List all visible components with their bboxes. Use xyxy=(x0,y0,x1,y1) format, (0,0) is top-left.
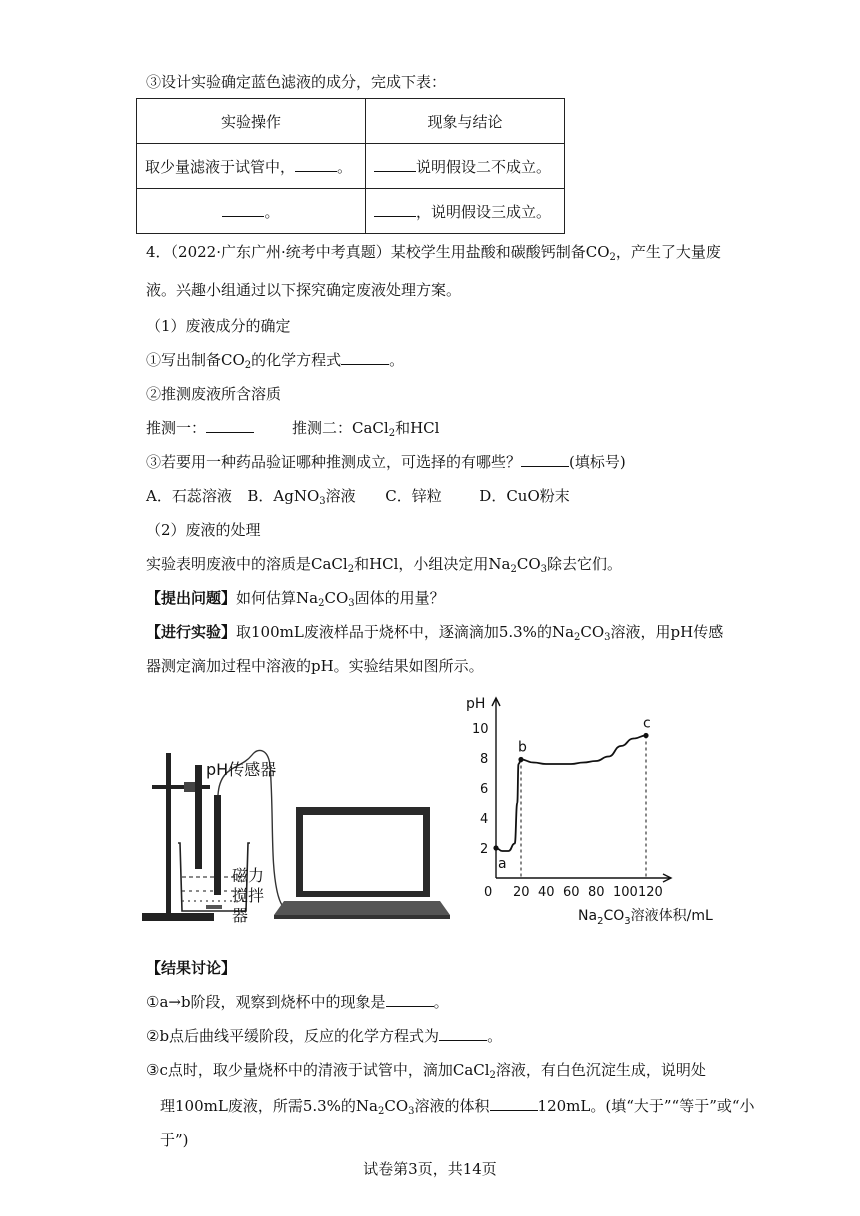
x-tick-label: 40 xyxy=(538,885,555,900)
option-b[interactable]: B．AgNO$_3$溶液 xyxy=(247,487,356,507)
apparatus-figure xyxy=(140,745,460,930)
part1-heading: （1）废液成分的确定 xyxy=(146,317,291,335)
header-operation: 实验操作 xyxy=(137,99,366,144)
point-b xyxy=(518,757,523,762)
raise-question: 【提出问题】如何估算$Na_2CO_3$固体的用量？ xyxy=(146,589,445,609)
point-label-c: c xyxy=(643,715,651,732)
table-row xyxy=(137,144,565,189)
cell-result-1: 说明假设二不成立。 xyxy=(366,144,565,189)
sensor-label: pH传感器 xyxy=(206,760,277,779)
q4-stem-line2: 液。兴趣小组通过以下探究确定废液处理方案。 xyxy=(146,281,462,299)
stirrer-label-1: 磁力 xyxy=(232,866,265,885)
ph-chart xyxy=(460,690,730,930)
x-tick-label: 20 xyxy=(513,885,530,900)
table-row xyxy=(137,189,565,234)
answer-blank[interactable] xyxy=(206,418,254,433)
page-footer: 试卷第3页，共14页 xyxy=(363,1160,497,1178)
x-tick-label: 0 xyxy=(484,885,493,900)
stand-base xyxy=(142,913,214,921)
x-tick-label: 60 xyxy=(563,885,580,900)
step1: ①写出制备$CO_2$的化学方程式 。 xyxy=(146,351,405,371)
options xyxy=(146,486,570,506)
option-d[interactable]: D．CuO粉末 xyxy=(479,487,570,505)
answer-blank[interactable] xyxy=(521,452,569,467)
answer-blank[interactable] xyxy=(374,157,416,172)
y-tick-label: 6 xyxy=(480,782,489,797)
q4-stem-line1: 4．（2022·广东广州·统考中考真题）某校学生用盐酸和碳酸钙制备$CO_2$，产生了大量废 xyxy=(146,243,721,263)
point-c xyxy=(643,733,648,738)
y-tick-label: 2 xyxy=(480,842,489,857)
step2: ②推测废液所含溶质 xyxy=(146,385,282,403)
option-c[interactable]: C．锌粒 xyxy=(385,487,442,505)
experiment-table xyxy=(136,98,565,234)
guesses: 推测一： 推测二：CaCl$_2$和HCl xyxy=(146,419,440,439)
discussion-3-cont: 理100mL废液，所需5.3%的$Na_2CO_3$溶液的体积 120mL。(填“大于”“等于”或“小 xyxy=(160,1097,755,1117)
experiment-text: 【进行实验】取100mL废液样品于烧杯中，逐滴滴加5.3%的$Na_2CO_3$溶液，用pH传感 xyxy=(146,623,724,643)
x-tick-label: 100 xyxy=(613,885,638,900)
laptop-base xyxy=(274,901,450,915)
discussion-2: ②b点后曲线平缓阶段，反应的化学方程式为 。 xyxy=(146,1027,503,1045)
laptop-display xyxy=(303,815,423,891)
ph-sensor-probe xyxy=(214,795,221,895)
discussion-3-end: 于”) xyxy=(160,1131,189,1149)
answer-blank[interactable] xyxy=(374,202,416,217)
electrode-1 xyxy=(195,765,202,869)
option-a[interactable]: A．石蕊溶液 xyxy=(146,487,232,505)
experiment-text-2: 器测定滴加过程中溶液的pH。实验结果如图所示。 xyxy=(146,657,484,675)
answer-blank[interactable] xyxy=(386,992,434,1007)
x-tick-label: 80 xyxy=(588,885,605,900)
cell-result-2: ，说明假设三成立。 xyxy=(366,189,565,234)
step3: ③若要用一种药品验证哪种推测成立，可选择的有哪些？ (填标号) xyxy=(146,453,626,471)
answer-blank[interactable] xyxy=(341,350,389,365)
table-header-row xyxy=(137,99,565,144)
point-label-a: a xyxy=(498,856,507,872)
point-a xyxy=(493,845,498,850)
point-label-b: b xyxy=(518,739,527,756)
answer-blank[interactable] xyxy=(295,157,337,172)
stirrer-label-3: 器 xyxy=(232,906,249,925)
header-result: 现象与结论 xyxy=(366,99,565,144)
y-tick-label: 10 xyxy=(472,722,489,737)
part2-text: 实验表明废液中的溶质是CaCl$_2$和HCl，小组决定用$Na_2CO_3$除去它们。 xyxy=(146,555,623,575)
y-tick-label: 4 xyxy=(480,812,489,827)
answer-blank[interactable] xyxy=(490,1096,538,1111)
laptop-edge xyxy=(274,915,450,919)
y-axis-label: pH xyxy=(466,696,486,712)
y-tick-label: 8 xyxy=(480,752,489,767)
discussion-heading: 【结果讨论】 xyxy=(146,959,237,977)
answer-blank[interactable] xyxy=(439,1026,487,1041)
part2-heading: （2）废液的处理 xyxy=(146,521,261,539)
q3-intro: ③设计实验确定蓝色滤液的成分，完成下表： xyxy=(146,73,447,91)
x-tick-label: 120 xyxy=(638,885,663,900)
stand-rod xyxy=(166,753,171,915)
discussion-3: ③c点时，取少量烧杯中的清液于试管中，滴加CaCl$_2$溶液，有白色沉淀生成，说明处 xyxy=(146,1061,706,1081)
stir-bar xyxy=(206,905,222,909)
stirrer-label-2: 搅拌 xyxy=(232,886,265,905)
discussion-1: ①a→b阶段，观察到烧杯中的现象是 。 xyxy=(146,993,449,1011)
answer-blank[interactable] xyxy=(222,202,264,217)
cell-operation-2: 。 xyxy=(137,189,366,234)
x-axis-label: $Na_2CO_3$溶液体积/mL xyxy=(578,908,713,927)
cell-operation-1: 取少量滤液于试管中， 。 xyxy=(137,144,366,189)
